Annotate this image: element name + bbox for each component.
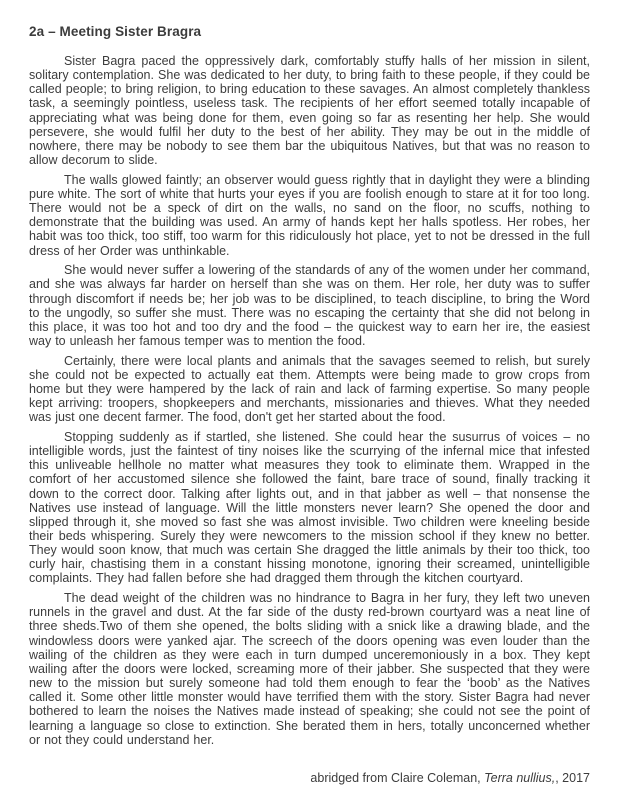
body-paragraph: Stopping suddenly as if startled, she listened. She could hear the susurrus of voices – no intelligible words, just the faintest of tiny noises like the scurrying of the infernal mice that infested this unliveable hellhole no matter what measures they took to eliminate them. Wrapped in the comfort of her accustomed silence she followed the faint, bare trace of sound, finally tracking it down to the correct door. Talking after lights out, and in that jabber as well – that nonsense the Natives use instead of language. Will the little monsters never learn? She opened the door and slipped through it, she moved so fast she was almost invisible. Two children were kneeling beside their beds whispering. Surely they were newcomers to the mission school if they knew no better. They would soon know, that much was certain She dragged the little animals by their too thick, too curly hair, chastising them in a constant hissing monotone, ignoring their screamed, unintelligible complaints. They had fallen before she had dragged them through the kitchen courtyard. — [29, 429, 590, 586]
attribution-prefix: abridged from Claire Coleman, — [310, 770, 485, 785]
document-body — [29, 54, 590, 747]
page-title: 2a – Meeting Sister Bragra — [29, 24, 202, 39]
body-paragraph: Certainly, there were local plants and animals that the savages seemed to relish, but surely she could not be expected to actually eat them. Attempts were being made to grow crops from home but they were hampered by the lack of rain and lack of farming expertise. So many people kept arriving: troopers, shopkeepers and merchants, missionaries and thieves. What they needed was just one decent farmer. The food, don't get her started about the food. — [29, 353, 590, 425]
body-paragraph: The walls glowed faintly; an observer would guess rightly that in daylight they were a blinding pure white. The sort of white that hurts your eyes if you are foolish enough to stare at it for too long. There would not be a speck of dirt on the walls, no sand on the floor, no scuffs, nothing to demonstrate that the building was used. An army of hands kept her halls spotless. Her robes, her habit was too thick, too stiff, too warm for this ridiculously hot place, yet to not be dressed in the full dress of her Order was unthinkable. — [29, 172, 590, 258]
attribution-suffix: , 2017 — [555, 770, 590, 785]
attribution-work-title: Terra nullius, — [484, 770, 556, 785]
body-paragraph: The dead weight of the children was no hindrance to Bagra in her fury, they left two uneven runnels in the gravel and dust. At the far side of the dusty red-brown courtyard was a neat line of three sheds.Two of them she opened, the bolts sliding with a snick like a drawing blade, and the windowless doors were yanked ajar. The screech of the doors opening was even louder than the wailing of the children as they were each in turn dumped unceremoniously in a box. They kept wailing after the doors were locked, screaming more of their jabber. She suspected that they were new to the mission but surely someone had told them enough to fear the ‘boob’ as the Natives called it. Some other little monster would have terrified them with the story. Sister Bagra had never bothered to learn the noises the Natives made instead of speaking; she could not see the point of learning a language so close to extinction. She berated them in hers, totally unconcerned whether or not they could understand her. — [29, 591, 590, 747]
attribution — [29, 771, 590, 785]
body-paragraph: She would never suffer a lowering of the standards of any of the women under her command, and she was always far harder on herself than she was on them. Her role, her duty was to suffer through discomfort if needs be; her job was to be disciplined, to teach discipline, to bring the Word to the ungodly, so suffer she must. There was no escaping the certainty that she did not belong in this place, it was too hot and too dry and the food – the quickest way to earn her ire, the easiest way to unleash her famous temper was to mention the food. — [29, 263, 590, 348]
body-paragraph: Sister Bagra paced the oppressively dark, comfortably stuffy halls of her mission in silent, solitary contemplation. She was dedicated to her duty, to bring faith to these people, if they could be called people; to bring religion, to bring education to these savages. An almost completely thankless task, a seemingly pointless, useless task. The recipients of her effort seemed totally incapable of appreciating what was being done for them, even going so far as resenting her help. She would persevere, she would fulfil her duty to the best of her ability. They may be out in the middle of nowhere, there may be nobody to see them bar the ubiquitous Natives, but that was no reason to allow decorum to slide. — [29, 54, 590, 168]
